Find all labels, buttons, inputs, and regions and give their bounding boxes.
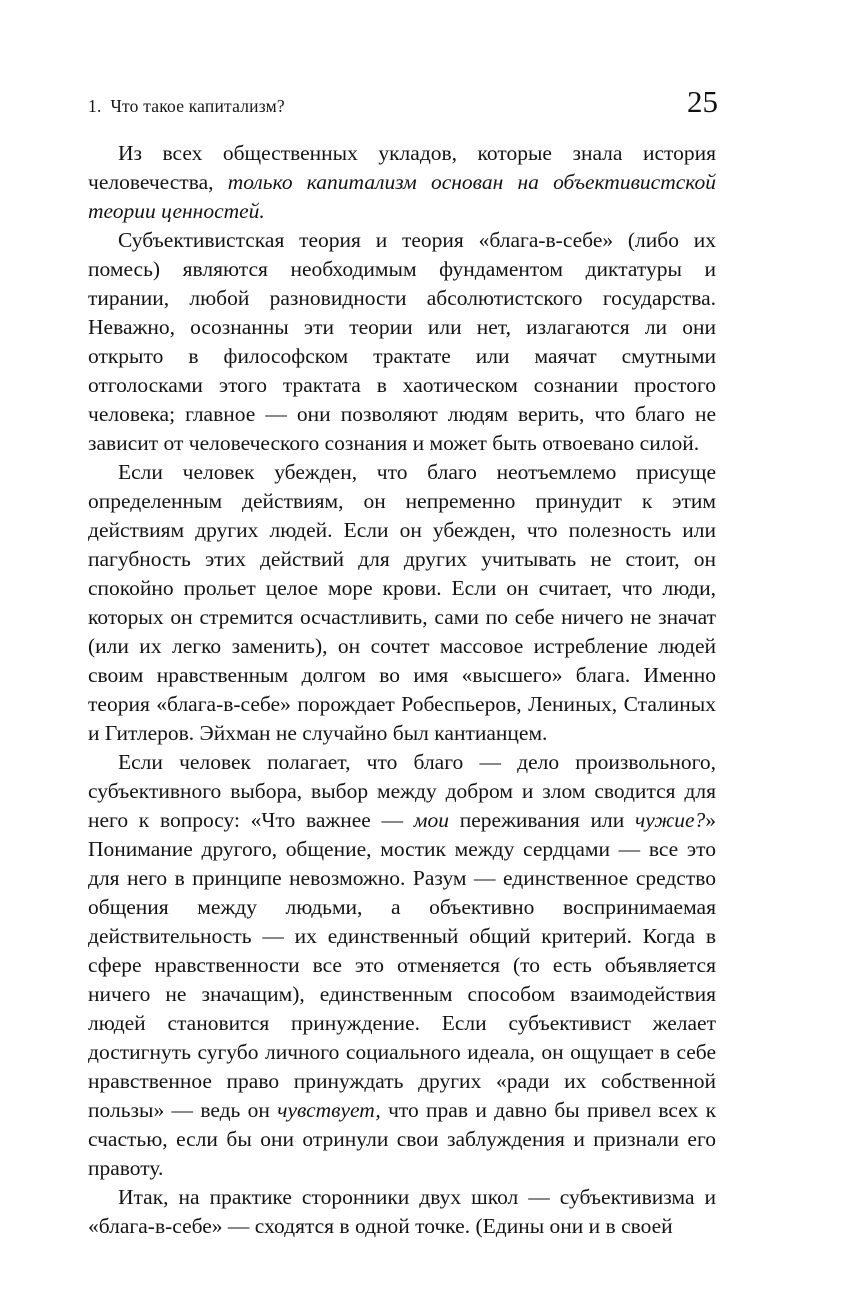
running-header [88,84,718,120]
italic-text-segment: чужие? [634,808,706,832]
text-segment: Если человек полагает, что благо — дело произвольного, субъективного выбора, выбор между добром и злом сводится для него к вопросу: «Что важнее — [88,750,716,832]
italic-text-segment: мои [413,808,450,832]
text-segment: Итак, на практике сторонники двух школ — субъективизма и «блага-в-себе» — сходятся в одной точке. (Едины они и в своей [88,1185,716,1238]
text-segment: что прав и давно бы привел всех к счастью, если бы они отринули свои заблуждения и признали его правоту. [88,1098,717,1180]
article [88,139,716,1241]
paragraph [88,226,716,458]
text-segment: Из всех общественных укладов, которые знала история человечества, [88,141,716,194]
chapter-running-title: 1. Что такое капитализм? [88,96,285,116]
text-segment: Субъективистская теория и теория «блага-в-себе» (либо их помесь) являются необходимым фундаментом диктатуры и тирании, любой разновидности абсолютистского государства. Неважно, осознанны эти теории или нет, излагаются ли они открыто в философском трактате или маячат смутными отголосками этого трактата в хаотическом сознании простого человека; главное — они позволяют людям верить, что благо не зависит от человеческого сознания и может быть отвоевано силой. [88,228,716,455]
text-segment: » Понимание другого, общение, мостик между сердцами — все это для него в принципе невозможно. Разум — единственное средство общения между людьми, а объективно воспринимаемая действительность — их единственный общий критерий. Когда в сфере нравственности все это отменяется (то есть объявляется ничего не значащим), единственным способом взаимодействия людей становится принуждение. Если субъективист желает достигнуть сугубо личного социального идеала, он ощущает в себе нравственное право принуждать других «ради их собственной пользы» — ведь он [88,808,716,1122]
paragraph [88,748,716,1183]
paragraph [88,458,716,748]
italic-text-segment: только капитализм основан на объективистской теории ценностей. [88,170,717,223]
page-number: 25 [687,84,718,119]
italic-text-segment: чувствует, [277,1098,381,1122]
text-segment: Если человек убежден, что благо неотъемлемо присуще определенным действиям, он непременно принудит к этим действиям других людей. Если он убежден, что полезность или пагубность этих действий для других учитывать не стоит, он спокойно прольет целое море крови. Если он считает, что люди, которых он стремится осчастливить, сами по себе ничего не значат (или их легко заменить), он сочтет массовое истребление людей своим нравственным долгом во имя «высшего» блага. Именно теория «блага-в-себе» порождает Робеспьеров, Лениных, Сталиных и Гитлеров. Эйхман не случайно был кантианцем. [88,460,716,745]
paragraph [88,139,716,226]
text-segment: переживания или [449,808,635,832]
paragraph [88,1183,716,1241]
